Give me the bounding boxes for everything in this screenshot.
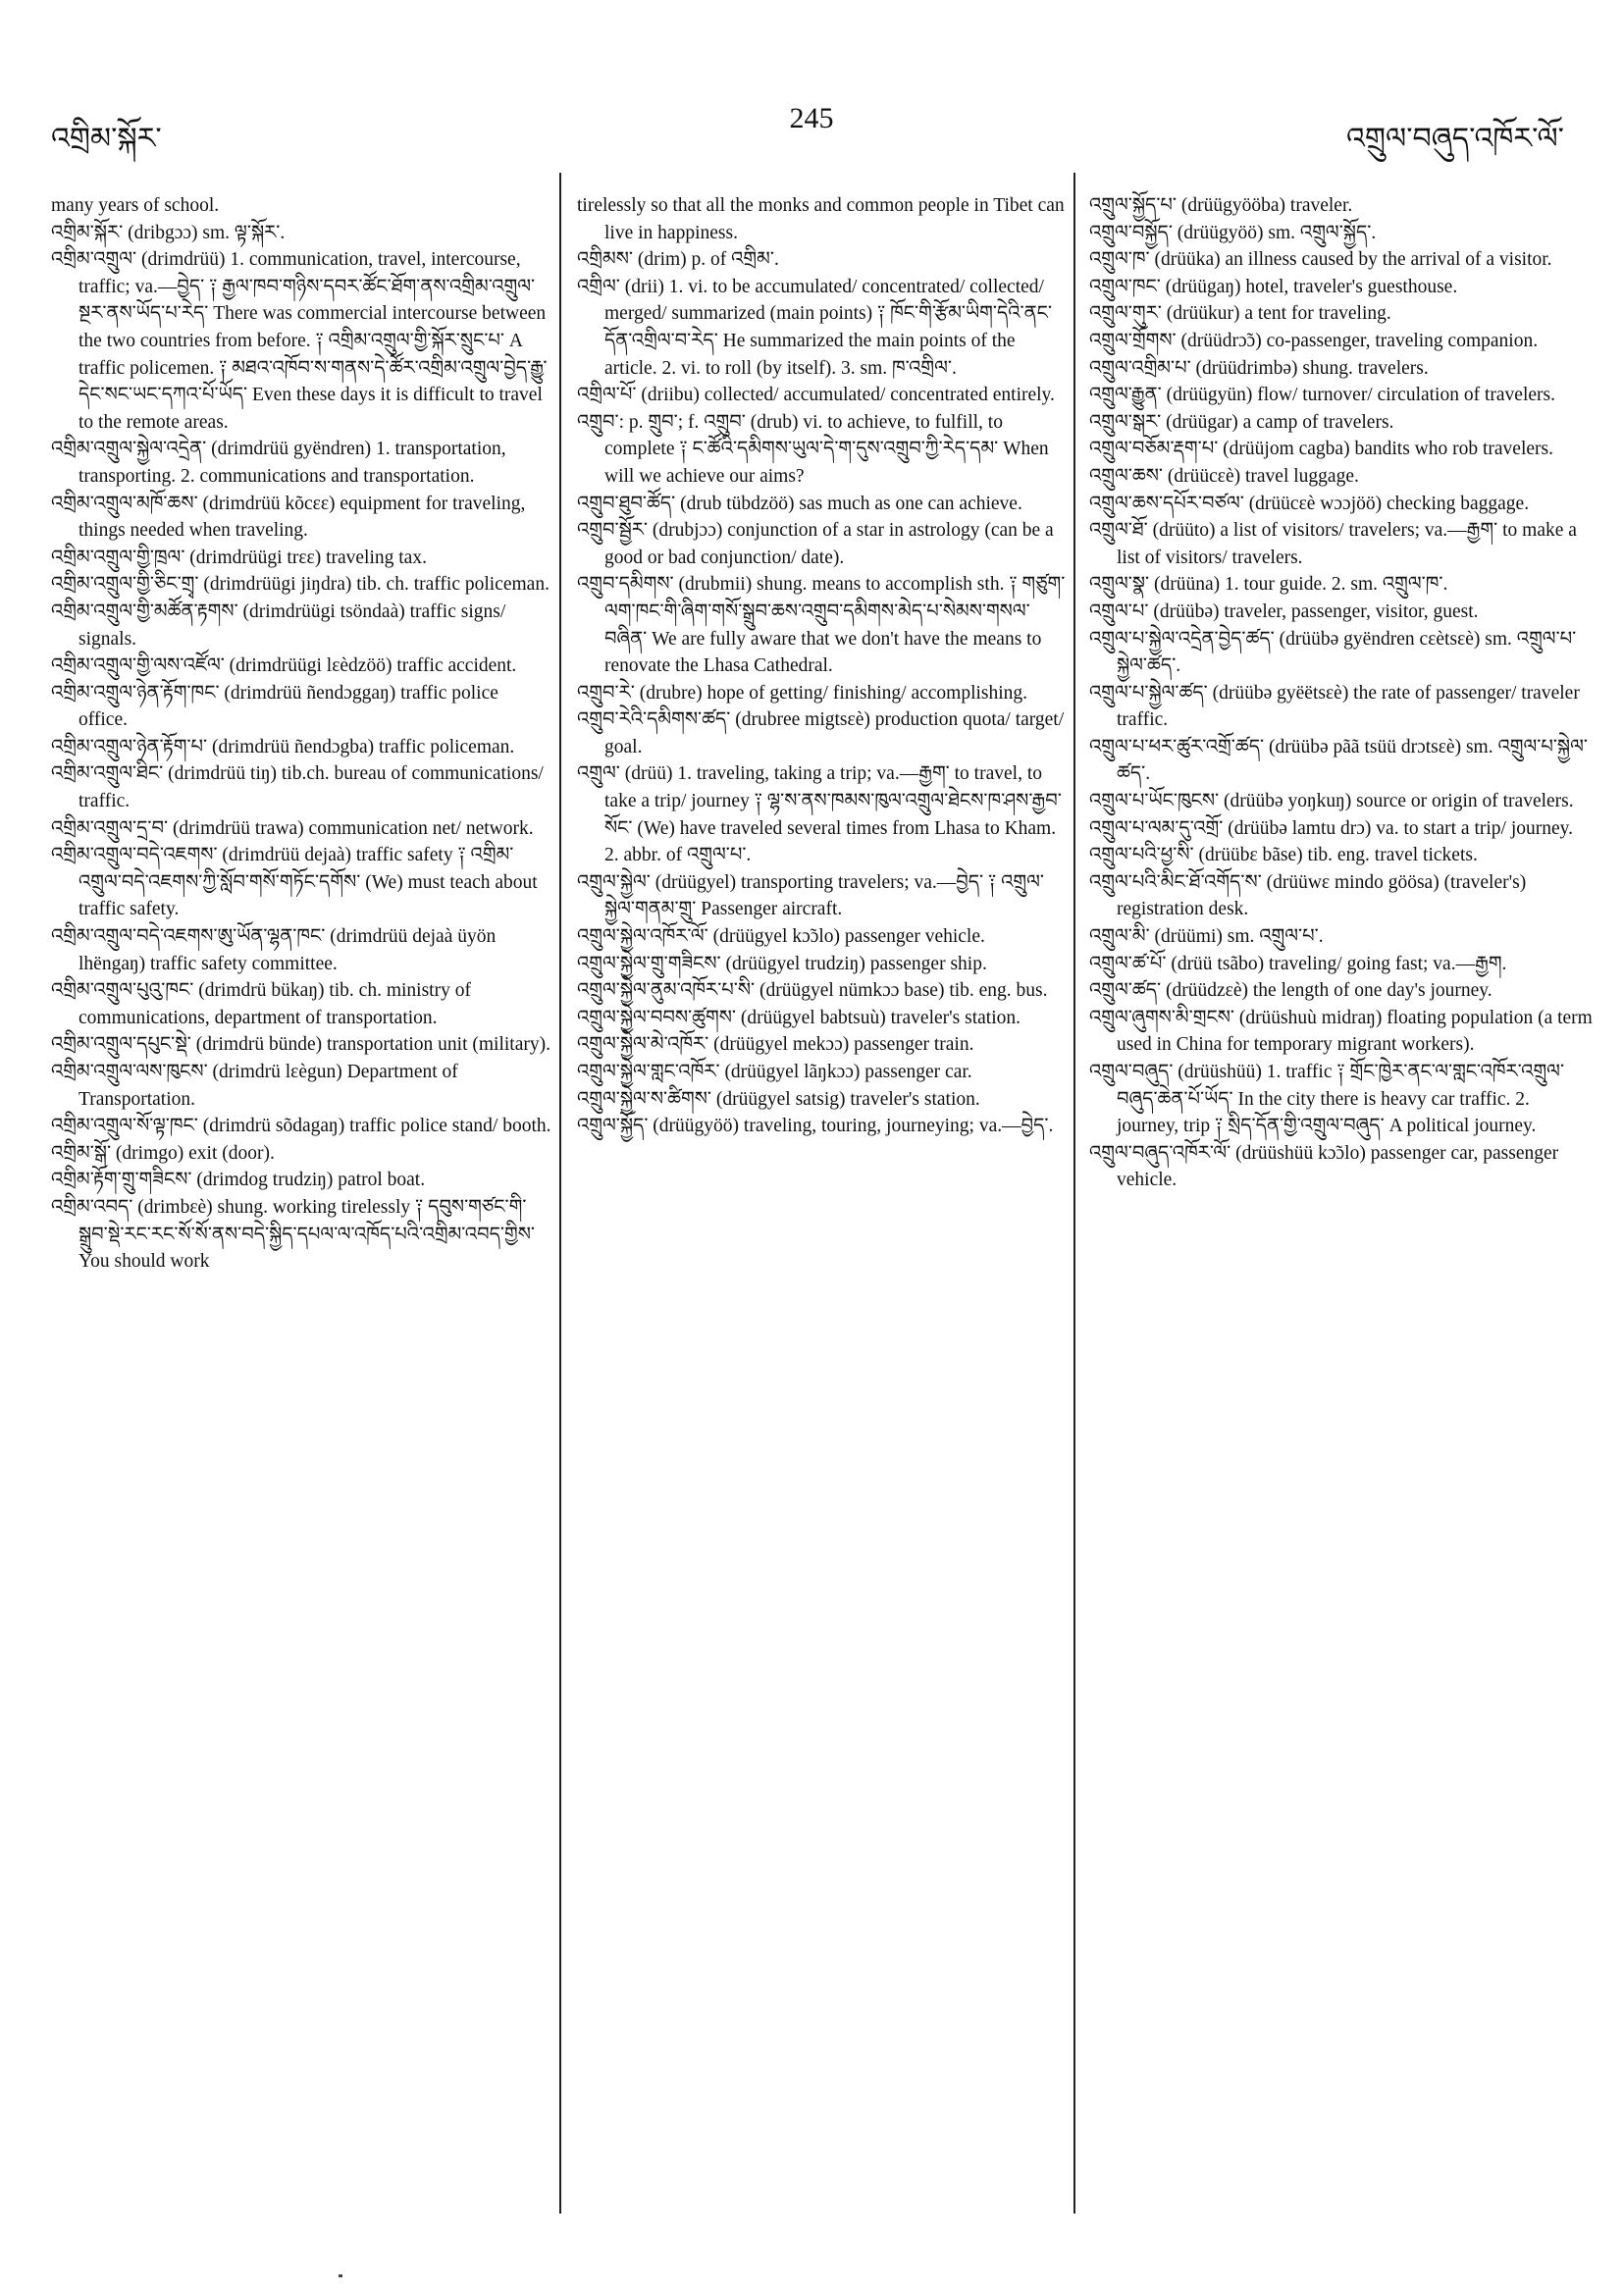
dictionary-entry: འགྲིལ་ (drii) 1. vi. to be accumulated/ concentrated/ collected/ merged/ summarized (main points) ༑ ཁོང་གི་རྩོམ་ཡིག་དེའི་ནང་དོན་འགྲིལ་བ་རེད་ He summarized the main points of the article. 2. vi. to roll (by itself). 3. sm. ཁ་འགྲིལ་.	[577, 276, 1052, 379]
dictionary-entry: འགྲིམ་འགྲུལ་ཉེན་རྟོག་ཁང་ (drimdrüü ñendɔggaŋ) traffic police office.	[51, 682, 498, 731]
dictionary-entry: འགྲིམ་འགྲུལ་གྱི་ལས་འཛོལ་ (drimdrüügi lεèdzöö) traffic accident.	[51, 655, 517, 677]
dictionary-entry: འགྲུལ་གྲོགས་ (drüüdrɔ̃ɔ) co-passenger, traveling companion.	[1089, 330, 1539, 351]
dictionary-entry: འགྲུབ་ཐུབ་ཚོད་ (drub tübdzöö) sas much as one can achieve.	[577, 493, 1022, 514]
dictionary-entry: འགྲུལ་བཞུད་འཁོར་ལོ་ (drüüshüü kɔ̃ɔlo) passenger car, passenger vehicle.	[1089, 1142, 1559, 1191]
dictionary-entry: འགྲུབ་རེ་ (drubre) hope of getting/ finishing/ accomplishing.	[577, 682, 1028, 704]
dictionary-entry: འགྲུབ་: p. གྲུབ་; f. འགྲུབ་ (drub) vi. to achieve, to fulfill, to complete ༑ ང་ཚོའི་དམིགས་ཡུལ་དེ་ག་དུས་འགྲུབ་ཀྱི་རེད་དམ་ When will we achieve our aims?	[577, 411, 1049, 487]
dictionary-entry: འགྲུལ་ཁ་ (drüüka) an illness caused by the arrival of a visitor.	[1089, 249, 1552, 271]
dictionary-entry: འགྲུལ་རྒྱུན་ (drüügyün) flow/ turnover/ circulation of travelers.	[1089, 385, 1555, 406]
dictionary-entry: འགྲིམ་སྒོ་ (drimgo) exit (door).	[51, 1142, 275, 1164]
dictionary-entry: འགྲིམ་འགྲུལ་སྐྱེལ་འདྲེན་ (drimdrüü gyëndren) 1. transportation, transporting. 2. communications and transportation.	[51, 439, 506, 487]
dictionary-entry: འགྲིམ་འགྲུལ་གྱི་མཚོན་རྟགས་ (drimdrüügi tsöndaà) traffic signs/ signals.	[51, 600, 506, 650]
dictionary-entry: འགྲུལ་པ་ (drüübə) traveler, passenger, visitor, guest.	[1089, 600, 1479, 622]
page-mark	[339, 2274, 342, 2277]
dictionary-column-1	[51, 192, 551, 1276]
dictionary-entry: འགྲུབ་སྦྱོར་ (drubjɔɔ) conjunction of a star in astrology (can be a good or bad conjunction/ date).	[577, 520, 1054, 568]
running-head-left: འགྲིམ་སྐོར་	[51, 123, 162, 155]
dictionary-entry: འགྲུལ་སྐྱེལ་གླང་འཁོར་ (drüügyel lãŋkɔɔ) passenger car.	[577, 1062, 972, 1082]
dictionary-entry: འགྲུལ་ཐོ་ (drüüto) a list of visitors/ travelers; va.—རྒྱག་ to make a list of visitors/ travelers.	[1089, 520, 1577, 568]
dictionary-entry: འགྲིམ་འགྲུལ་ལས་ཁུངས་ (drimdrü lεègun) Department of Transportation.	[51, 1062, 458, 1110]
dictionary-entry: འགྲིམ་འགྲུལ་གྱི་ཅིང་གྲྭ་ (drimdrüügi jiŋdra) tib. ch. traffic policeman.	[51, 574, 550, 596]
dictionary-entry: འགྲིམ་སྐོར་ (dribgɔɔ) sm. ལྟ་སྐོར་.	[51, 222, 286, 243]
dictionary-entry: འགྲིམ་འགྲུལ་གྱི་ཁྲལ་ (drimdrüügi trεε) traveling tax.	[51, 547, 427, 568]
dictionary-entry: འགྲིམ་འགྲུལ་ཐིང་ (drimdrüü tiŋ) tib.ch. bureau of communications/ traffic.	[51, 763, 544, 812]
dictionary-entry: འགྲིལ་པོ་ (driibu) collected/ accumulated/ concentrated entirely.	[577, 385, 1055, 406]
dictionary-entry: འགྲུལ་སྐྱོད་པ་ (drüügyööba) traveler.	[1089, 195, 1353, 216]
dictionary-entry: འགྲུལ་སྐྱེལ་འཁོར་ལོ་ (drüügyel kɔ̃ɔlo) passenger vehicle.	[577, 926, 985, 948]
dictionary-entry: འགྲུལ་བསྐྱོད་ (drüügyöö) sm. འགྲུལ་སྐྱོད་.	[1089, 222, 1377, 243]
dictionary-entry: འགྲུབ་དམིགས་ (drubmii) shung. means to accomplish sth. ༑ གཙུག་ལག་ཁང་གི་ཞིག་གསོ་སྒྲུབ་ཆས་འགྲུབ་དམིགས་མེད་པ་སེམས་གསལ་བཞིན་ We are fully aware that we don't have the means to renovate the Lhasa Cathedral.	[577, 574, 1066, 677]
dictionary-entry: འགྲུབ་རེའི་དམིགས་ཚད་ (drubree migtsεè) production quota/ target/ goal.	[577, 709, 1065, 757]
dictionary-column-3	[1089, 192, 1595, 1194]
dictionary-entry: འགྲུལ་ཚ་པོ་ (drüü tsãbo) traveling/ going fast; va.—རྒྱག.	[1089, 953, 1507, 974]
dictionary-entry: འགྲུལ་སྐྱོད་ (drüügyöö) traveling, touring, journeying; va.—བྱེད་.	[577, 1116, 1054, 1137]
dictionary-entry: འགྲུལ་པའི་མིང་ཐོ་འགོད་ས་ (drüüwε mindo göösa) (traveler's) registration desk.	[1089, 871, 1527, 920]
dictionary-entry: འགྲུལ་སྣ་ (drüüna) 1. tour guide. 2. sm. འགྲུལ་ཁ་.	[1089, 574, 1448, 596]
dictionary-entry: འགྲིམ་འགྲུལ་བདེ་འཇགས་ (drimdrüü dejaà) traffic safety ༑ འགྲིམ་འགྲུལ་བདེ་འཇགས་ཀྱི་སློབ་གསོ་གཏོང་དགོས་ (We) must teach about traffic safety.	[51, 845, 538, 920]
dictionary-entry: tirelessly so that all the monks and common people in Tibet can live in happiness.	[577, 195, 1065, 243]
dictionary-column-2	[577, 192, 1066, 1140]
dictionary-entry: འགྲུལ་ཚད་ (drüüdzεè) the length of one day's journey.	[1089, 980, 1492, 1002]
dictionary-entry: འགྲུལ་པ་ཕར་ཚུར་འགྲོ་ཚད་ (drüübə pãã tsüü drɔtsεè) sm. འགྲུལ་པ་སྐྱེལ་ཚད་.	[1089, 736, 1588, 785]
dictionary-entry: འགྲིམ་འགྲུལ་པུའུ་ཁང་ (drimdrü bükaŋ) tib. ch. ministry of communications, department of transportation.	[51, 980, 471, 1028]
dictionary-entry: འགྲུལ་ཁང་ (drüügaŋ) hotel, traveler's guesthouse.	[1089, 276, 1458, 297]
dictionary-entry: འགྲུལ་སྐྱེལ་ (drüügyel) transporting travelers; va.—བྱེད་ ༑ འགྲུལ་སྐྱེལ་གནམ་གྲུ་ Passenger aircraft.	[577, 871, 1045, 920]
dictionary-entry: འགྲུལ་པ་ལམ་དུ་འགྲོ་ (drüübə lamtu drɔ) va. to start a trip/ journey.	[1089, 817, 1574, 839]
dictionary-entry: འགྲིམ་འགྲུལ་དཔུང་སྡེ་ (drimdrü bünde) transportation unit (military).	[51, 1034, 550, 1056]
dictionary-entry: འགྲུལ་སྐྱེལ་ནུམ་འཁོར་པ་སི་ (drüügyel nümkɔɔ base) tib. eng. bus.	[577, 980, 1048, 1002]
dictionary-entry: འགྲིམ་འགྲུལ་ (drimdrüü) 1. communication, travel, intercourse, traffic; va.—བྱེད་ ༑ རྒྱལ་ཁབ་གཉིས་དབར་ཚོང་ཐོག་ནས་འགྲིམ་འགྲུལ་སྔར་ནས་ཡོད་པ་རེད་ There was commercial intercourse between the two countries from before. ༑ འགྲིམ་འགྲུལ་གྱི་སྐོར་སྲུང་པ་ A traffic policemen. ༑ མཐའ་འཁོབ་ས་གནས་དེ་ཚོར་འགྲིམ་འགྲུལ་བྱེད་རྒྱུ་དེང་སང་ཡང་དཀའ་པོ་ཡོད་ Even these days it is difficult to travel to the remote areas.	[51, 249, 548, 433]
dictionary-entry: འགྲུལ་སྐྱེལ་ས་ཚིགས་ (drüügyel satsig) traveler's station.	[577, 1088, 980, 1110]
dictionary-entry: འགྲུལ་པའི་ཕྱ་སི་ (drüübε bãse) tib. eng. travel tickets.	[1089, 845, 1478, 866]
dictionary-entry: འགྲུལ་འགྲིམ་པ་ (drüüdrimbə) shung. travelers.	[1089, 357, 1429, 379]
page-number: 245	[789, 102, 834, 134]
dictionary-entry: འགྲུལ་གུར་ (drüükur) a tent for traveling.	[1089, 303, 1391, 325]
column-divider	[1073, 173, 1075, 2214]
dictionary-entry: འགྲིམ་འབད་ (drimbεè) shung. working tirelessly ༑ དབུས་གཙང་གི་སྒྲུབ་སྡེ་རང་རང་སོ་སོ་ནས་བདེ་སྐྱིད་དཔལ་ལ་འཁོད་པའི་འགྲིམ་འབད་གྱིས་ You should work	[51, 1196, 535, 1273]
column-divider	[559, 173, 561, 2214]
dictionary-entry: འགྲིམ་འགྲུལ་སོ་ལྟ་ཁང་ (drimdrü sõdagaŋ) traffic police stand/ booth.	[51, 1116, 551, 1137]
dictionary-entry: འགྲིམ་འགྲུལ་བདེ་འཇགས་ཨུ་ཡོན་ལྷན་ཁང་ (drimdrüü dejaà üyön lhëngaŋ) traffic safety committee.	[51, 926, 497, 974]
dictionary-entry: འགྲུལ་ཞུགས་མི་གྲངས་ (drüüshuù midraŋ) floating population (a term used in China for temporary migrant workers).	[1089, 1007, 1593, 1056]
dictionary-entry: འགྲུལ་པ་སྐྱེལ་འདྲེན་བྱེད་ཚད་ (drüübə gyëndren cεètsεè) sm. འགྲུལ་པ་སྐྱེལ་ཚད་.	[1089, 628, 1577, 677]
dictionary-entry: འགྲིམ་འགྲུལ་མཁོ་ཆས་ (drimdrüü kõcεε) equipment for traveling, things needed when traveling.	[51, 493, 526, 542]
dictionary-entry: འགྲིམ་འགྲུལ་དྲ་བ་ (drimdrüü trawa) communication net/ network.	[51, 817, 534, 839]
dictionary-entry: འགྲུལ་སྐྱེལ་བབས་ཚུགས་ (drüügyel babtsuù) traveler's station.	[577, 1007, 1021, 1028]
dictionary-entry: འགྲུལ་ཆས་དཔོར་བཙལ་ (drüücεè wɔɔjöö) checking baggage.	[1089, 493, 1530, 514]
dictionary-entry: འགྲུལ་ (drüü) 1. traveling, taking a trip; va.—རྒྱག་ to travel, to take a trip/ journey ༑ ལྷ་ས་ནས་ཁམས་ཁུལ་འགྲུལ་ཐེངས་ཁ་ཤས་རྒྱབ་སོང་ (We) have traveled several times from Lhasa to Kham. 2. abbr. of འགྲུལ་པ་.	[577, 763, 1062, 866]
dictionary-entry: འགྲུལ་པ་སྐྱེལ་ཚད་ (drüübə gyëëtsεè) the rate of passenger/ traveler traffic.	[1089, 682, 1580, 731]
dictionary-entry: འགྲུལ་བཞུད་ (drüüshüü) 1. traffic ༑ གྲོང་ཁྱེར་ནང་ལ་གླང་འཁོར་འགྲུལ་བཞུད་ཆེན་པོ་ཡོད་ In the city there is heavy car traffic. 2. journey, trip ༑ སྲིད་དོན་གྱི་འགྲུལ་བཞུད་ A political journey.	[1089, 1062, 1565, 1137]
dictionary-entry: འགྲུལ་བཅོམ་རྡག་པ་ (drüüjom cagba) bandits who rob travelers.	[1089, 439, 1553, 460]
dictionary-entry: འགྲུལ་སྐྱེལ་མེ་འཁོར་ (drüügyel mekɔɔ) passenger train.	[577, 1034, 974, 1056]
dictionary-entry: འགྲུལ་ཆས་ (drüücεè) travel luggage.	[1089, 465, 1359, 487]
running-head-right: འགྲུལ་བཞུད་འཁོར་ལོ་	[1346, 123, 1564, 155]
dictionary-entry: འགྲུལ་སྒར་ (drüügar) a camp of travelers.	[1089, 411, 1394, 433]
dictionary-entry: འགྲུལ་པ་ཡོང་ཁུངས་ (drüübə yoŋkuŋ) source or origin of travelers.	[1089, 791, 1574, 812]
dictionary-entry: འགྲུལ་སྐྱེལ་གྲུ་གཟིངས་ (drüügyel trudziŋ) passenger ship.	[577, 953, 987, 974]
dictionary-entry: འགྲིམ་འགྲུལ་ཉེན་རྟོག་པ་ (drimdrüü ñendɔgba) traffic policeman.	[51, 736, 515, 757]
dictionary-entry: འགྲིམས་ (drim) p. of འགྲིམ་.	[577, 249, 779, 271]
dictionary-entry: འགྲིམ་རྟོག་གྲུ་གཟིངས་ (drimdog trudziŋ) patrol boat.	[51, 1170, 426, 1191]
dictionary-entry: many years of school.	[51, 195, 220, 216]
dictionary-entry: འགྲུལ་མི་ (drüümi) sm. འགྲུལ་པ་.	[1089, 926, 1324, 948]
